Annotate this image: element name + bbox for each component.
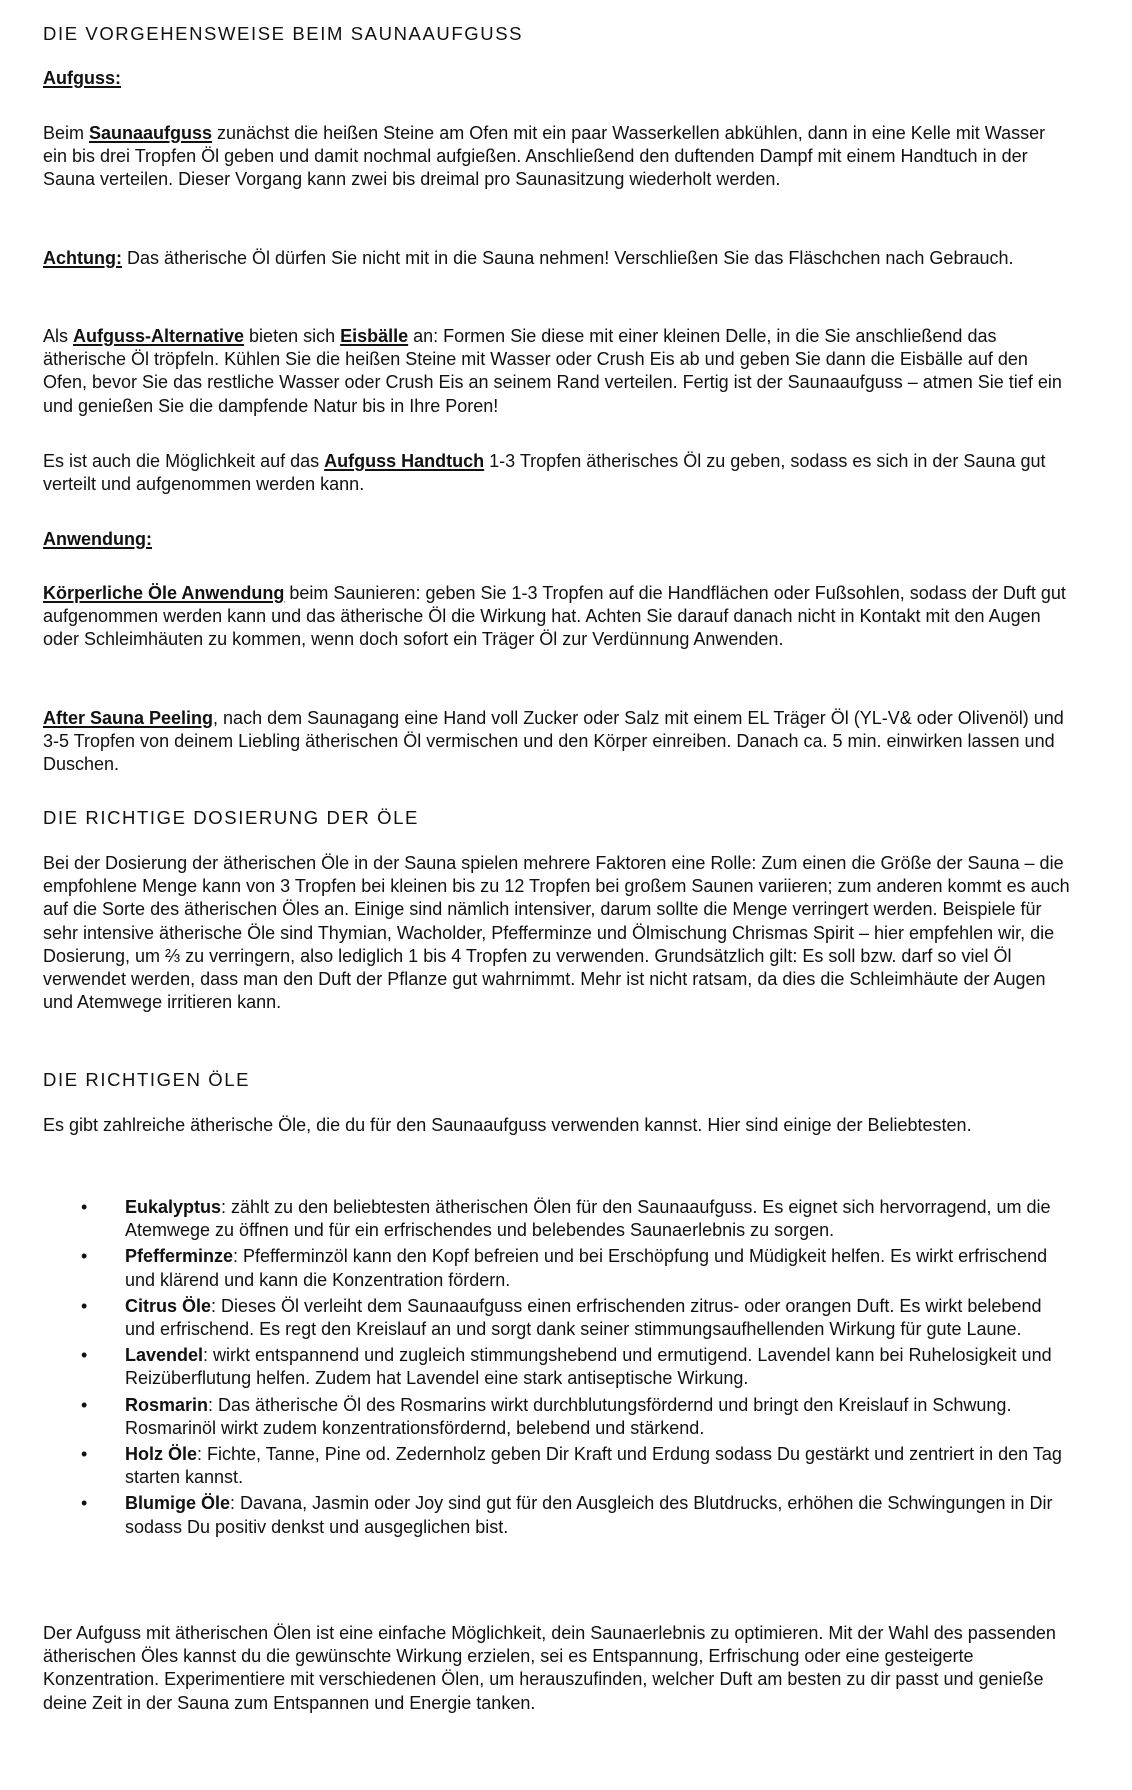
list-item bbox=[43, 1394, 1073, 1440]
emphasized-term: After Sauna Peeling bbox=[43, 708, 214, 728]
text-run: Es gibt zahlreiche ätherische Öle, die du für den Saunaaufguss verwenden kannst. Hier sind einige der Beliebtesten. bbox=[43, 1115, 972, 1135]
paragraph bbox=[43, 1622, 1073, 1715]
paragraph bbox=[43, 450, 1073, 496]
bold-term: Rosmarin bbox=[125, 1394, 209, 1415]
paragraph bbox=[43, 528, 1073, 551]
emphasized-term: Aufguss Handtuch bbox=[324, 451, 485, 471]
text-run: beim Saunieren: geben Sie 1-3 Tropfen auf die Handflächen oder Fußsohlen, sodass der Duft gut aufgenommen werden kann und das ätherische Öl die Wirkung hat. Achten Sie darauf danach nicht in Kontakt mit den Augen oder Schleimhäuten zu kommen, wenn doch sofort ein Träger Öl zur Verdünnung Anwenden. bbox=[43, 583, 1066, 650]
text-run: Beim bbox=[43, 123, 90, 143]
bullet-icon: • bbox=[81, 1493, 88, 1514]
text-run: : Pfefferminzöl kann den Kopf befreien und bei Erschöpfung und Müdigkeit helfen. Es wirkt erfrischend und klärend und kann die Konzentration fördern. bbox=[125, 1246, 1048, 1290]
paragraph bbox=[43, 247, 1073, 270]
paragraph bbox=[43, 67, 1073, 90]
oil-list bbox=[43, 1196, 1073, 1542]
text-run: : Davana, Jasmin oder Joy sind gut für den Ausgleich des Blutdrucks, erhöhen die Schwingungen in Dir sodass Du positiv denkst und ausgeglichen bist. bbox=[125, 1493, 1053, 1537]
text-run: : Das ätherische Öl des Rosmarins wirkt durchblutungsfördernd und bringt den Kreislauf in Schwung. Rosmarinöl wirkt zudem konzentrationsfördernd, belebend und stärkend. bbox=[125, 1394, 1012, 1438]
list-item bbox=[43, 1443, 1073, 1489]
bold-term: Pfefferminze bbox=[125, 1246, 234, 1267]
text-run: : wirkt entspannend und zugleich stimmungshebend und ermutigend. Lavendel kann bei Ruhelosigkeit und Reizüberflutung helfen. Zudem hat Lavendel eine stark antiseptische Wirkung. bbox=[125, 1345, 1052, 1389]
text-run: , nach dem Saunagang eine Hand voll Zucker oder Salz mit einem EL Träger Öl (YL-V& oder Olivenöl) und 3-5 Tropfen von deinem Liebling ätherischen Öl vermischen und den Körper einreiben. Danach ca. 5 min. einwirken lassen und Duschen. bbox=[43, 708, 1064, 775]
bold-term: Eukalyptus bbox=[125, 1197, 222, 1217]
list-item bbox=[43, 1295, 1073, 1341]
bold-term: Lavendel bbox=[125, 1345, 204, 1366]
text-run: an: Formen Sie diese mit einer kleinen Delle, in die Sie anschließend das ätherische Öl tröpfeln. Kühlen Sie die heißen Steine mit Wasser oder Crush Eis ab und geben Sie dann die Eisbälle auf den Ofen, bevor Sie das restliche Wasser oder Crush Eis an seinem Rand verteilen. Fertig ist der Saunaaufguss – atmen Sie tief ein und genießen Sie die dampfende Natur bis in Ihre Poren! bbox=[43, 326, 1062, 416]
bullet-icon: • bbox=[81, 1246, 88, 1267]
list-item bbox=[43, 1492, 1073, 1538]
text-run: 1-3 Tropfen ätherisches Öl zu geben, sodass es sich in der Sauna gut verteilt und aufgenommen werden kann. bbox=[43, 451, 1046, 495]
text-run: bieten sich bbox=[244, 326, 341, 346]
bullet-icon: • bbox=[81, 1197, 88, 1217]
bold-term: Blumige Öle bbox=[125, 1493, 231, 1514]
text-run: Bei der Dosierung der ätherischen Öle in der Sauna spielen mehrere Faktoren eine Rolle: Zum einen die Größe der Sauna – die empfohlene Menge kann von 3 Tropfen bei kleinen bis zu 12 Tropfen bei großem Saunen variieren; zum anderen kommt es auch auf die Sorte des ätherischen Öles an. Einige sind nämlich intensiver, darum sollte die Menge verringert werden. Beispiele für sehr intensive ätherische Öle sind Thymian, Wacholder, Pfefferminze und Ölmischung Chrismas Spirit – hier empfehlen wir, die Dosierung, um ⅔ zu verringern, also lediglich 1 bis 4 Tropfen zu verwenden. Grundsätzlich gilt: Es soll bzw. darf so viel Öl verwendet werden, dass man den Duft der Pflanze gut wahrnimmt. Mehr ist nicht ratsam, da dies die Schleimhäute der Augen und Atemwege irritieren kann. bbox=[43, 853, 1070, 1013]
emphasized-term: Saunaaufguss bbox=[89, 123, 213, 143]
paragraph bbox=[43, 582, 1073, 652]
text-run: Der Aufguss mit ätherischen Ölen ist eine einfache Möglichkeit, dein Saunaerlebnis zu optimieren. Mit der Wahl des passenden ätherischen Öles kannst du die gewünschte Wirkung erzielen, sei es Entspannung, Erfrischung oder eine gesteigerte Konzentration. Experimentiere mit verschiedenen Ölen, um herauszufinden, welcher Duft am besten zu dir passt und genieße deine Zeit in der Sauna zum Entspannen und Energie tanken. bbox=[43, 1623, 1056, 1713]
text-run: : zählt zu den beliebtesten ätherischen Ölen für den Saunaaufguss. Es eignet sich hervorragend, um die Atemwege zu öffnen und für ein erfrischendes und belebendes Saunaerlebnis zu sorgen. bbox=[125, 1197, 1051, 1241]
text-run: Als bbox=[43, 326, 74, 346]
emphasized-term: Anwendung: bbox=[43, 529, 152, 549]
emphasized-term: Körperliche Öle Anwendung bbox=[43, 583, 285, 603]
bullet-icon: • bbox=[81, 1345, 88, 1366]
section-heading: DIE RICHTIGEN ÖLE bbox=[43, 1069, 251, 1090]
emphasized-term: Eisbälle bbox=[340, 326, 409, 346]
bullet-icon: • bbox=[81, 1394, 88, 1415]
emphasized-term: Aufguss-Alternative bbox=[73, 326, 245, 346]
section-heading: DIE RICHTIGE DOSIERUNG DER ÖLE bbox=[43, 807, 419, 828]
paragraph bbox=[43, 122, 1073, 192]
list-item bbox=[43, 1344, 1073, 1390]
bullet-icon: • bbox=[81, 1295, 88, 1316]
paragraph bbox=[43, 1114, 1073, 1137]
section-heading: DIE VORGEHENSWEISE BEIM SAUNAAUFGUSS bbox=[43, 23, 524, 44]
list-item bbox=[43, 1196, 1073, 1242]
emphasized-term: Achtung: bbox=[43, 248, 122, 268]
text-run: zunächst die heißen Steine am Ofen mit ein paar Wasserkellen abkühlen, dann in eine Kelle mit Wasser ein bis drei Tropfen Öl geben und damit nochmal aufgießen. Anschließend den duftenden Dampf mit einem Handtuch in der Sauna verteilen. Dieser Vorgang kann zwei bis dreimal pro Saunasitzung wiederholt werden. bbox=[43, 123, 1046, 190]
text-run: Es ist auch die Möglichkeit auf das bbox=[43, 451, 325, 471]
paragraph bbox=[43, 325, 1073, 418]
emphasized-term: Aufguss: bbox=[43, 68, 121, 88]
text-run: Das ätherische Öl dürfen Sie nicht mit in die Sauna nehmen! Verschließen Sie das Fläschchen nach Gebrauch. bbox=[121, 248, 1014, 268]
text-run: : Dieses Öl verleiht dem Saunaaufguss einen erfrischenden zitrus- oder orangen Duft. Es wirkt belebend und erfrischend. Es regt den Kreislauf an und sorgt dank seiner stimmungsaufhellenden Wirkung für gute Laune. bbox=[125, 1295, 1042, 1340]
bullet-icon: • bbox=[81, 1444, 88, 1465]
list-item bbox=[43, 1245, 1073, 1291]
bold-term: Holz Öle bbox=[125, 1444, 198, 1465]
paragraph bbox=[43, 852, 1073, 1014]
text-run: : Fichte, Tanne, Pine od. Zedernholz geben Dir Kraft und Erdung sodass Du gestärkt und zentriert in den Tag starten kannst. bbox=[125, 1444, 1062, 1488]
bold-term: Citrus Öle bbox=[125, 1295, 212, 1316]
paragraph bbox=[43, 707, 1073, 777]
